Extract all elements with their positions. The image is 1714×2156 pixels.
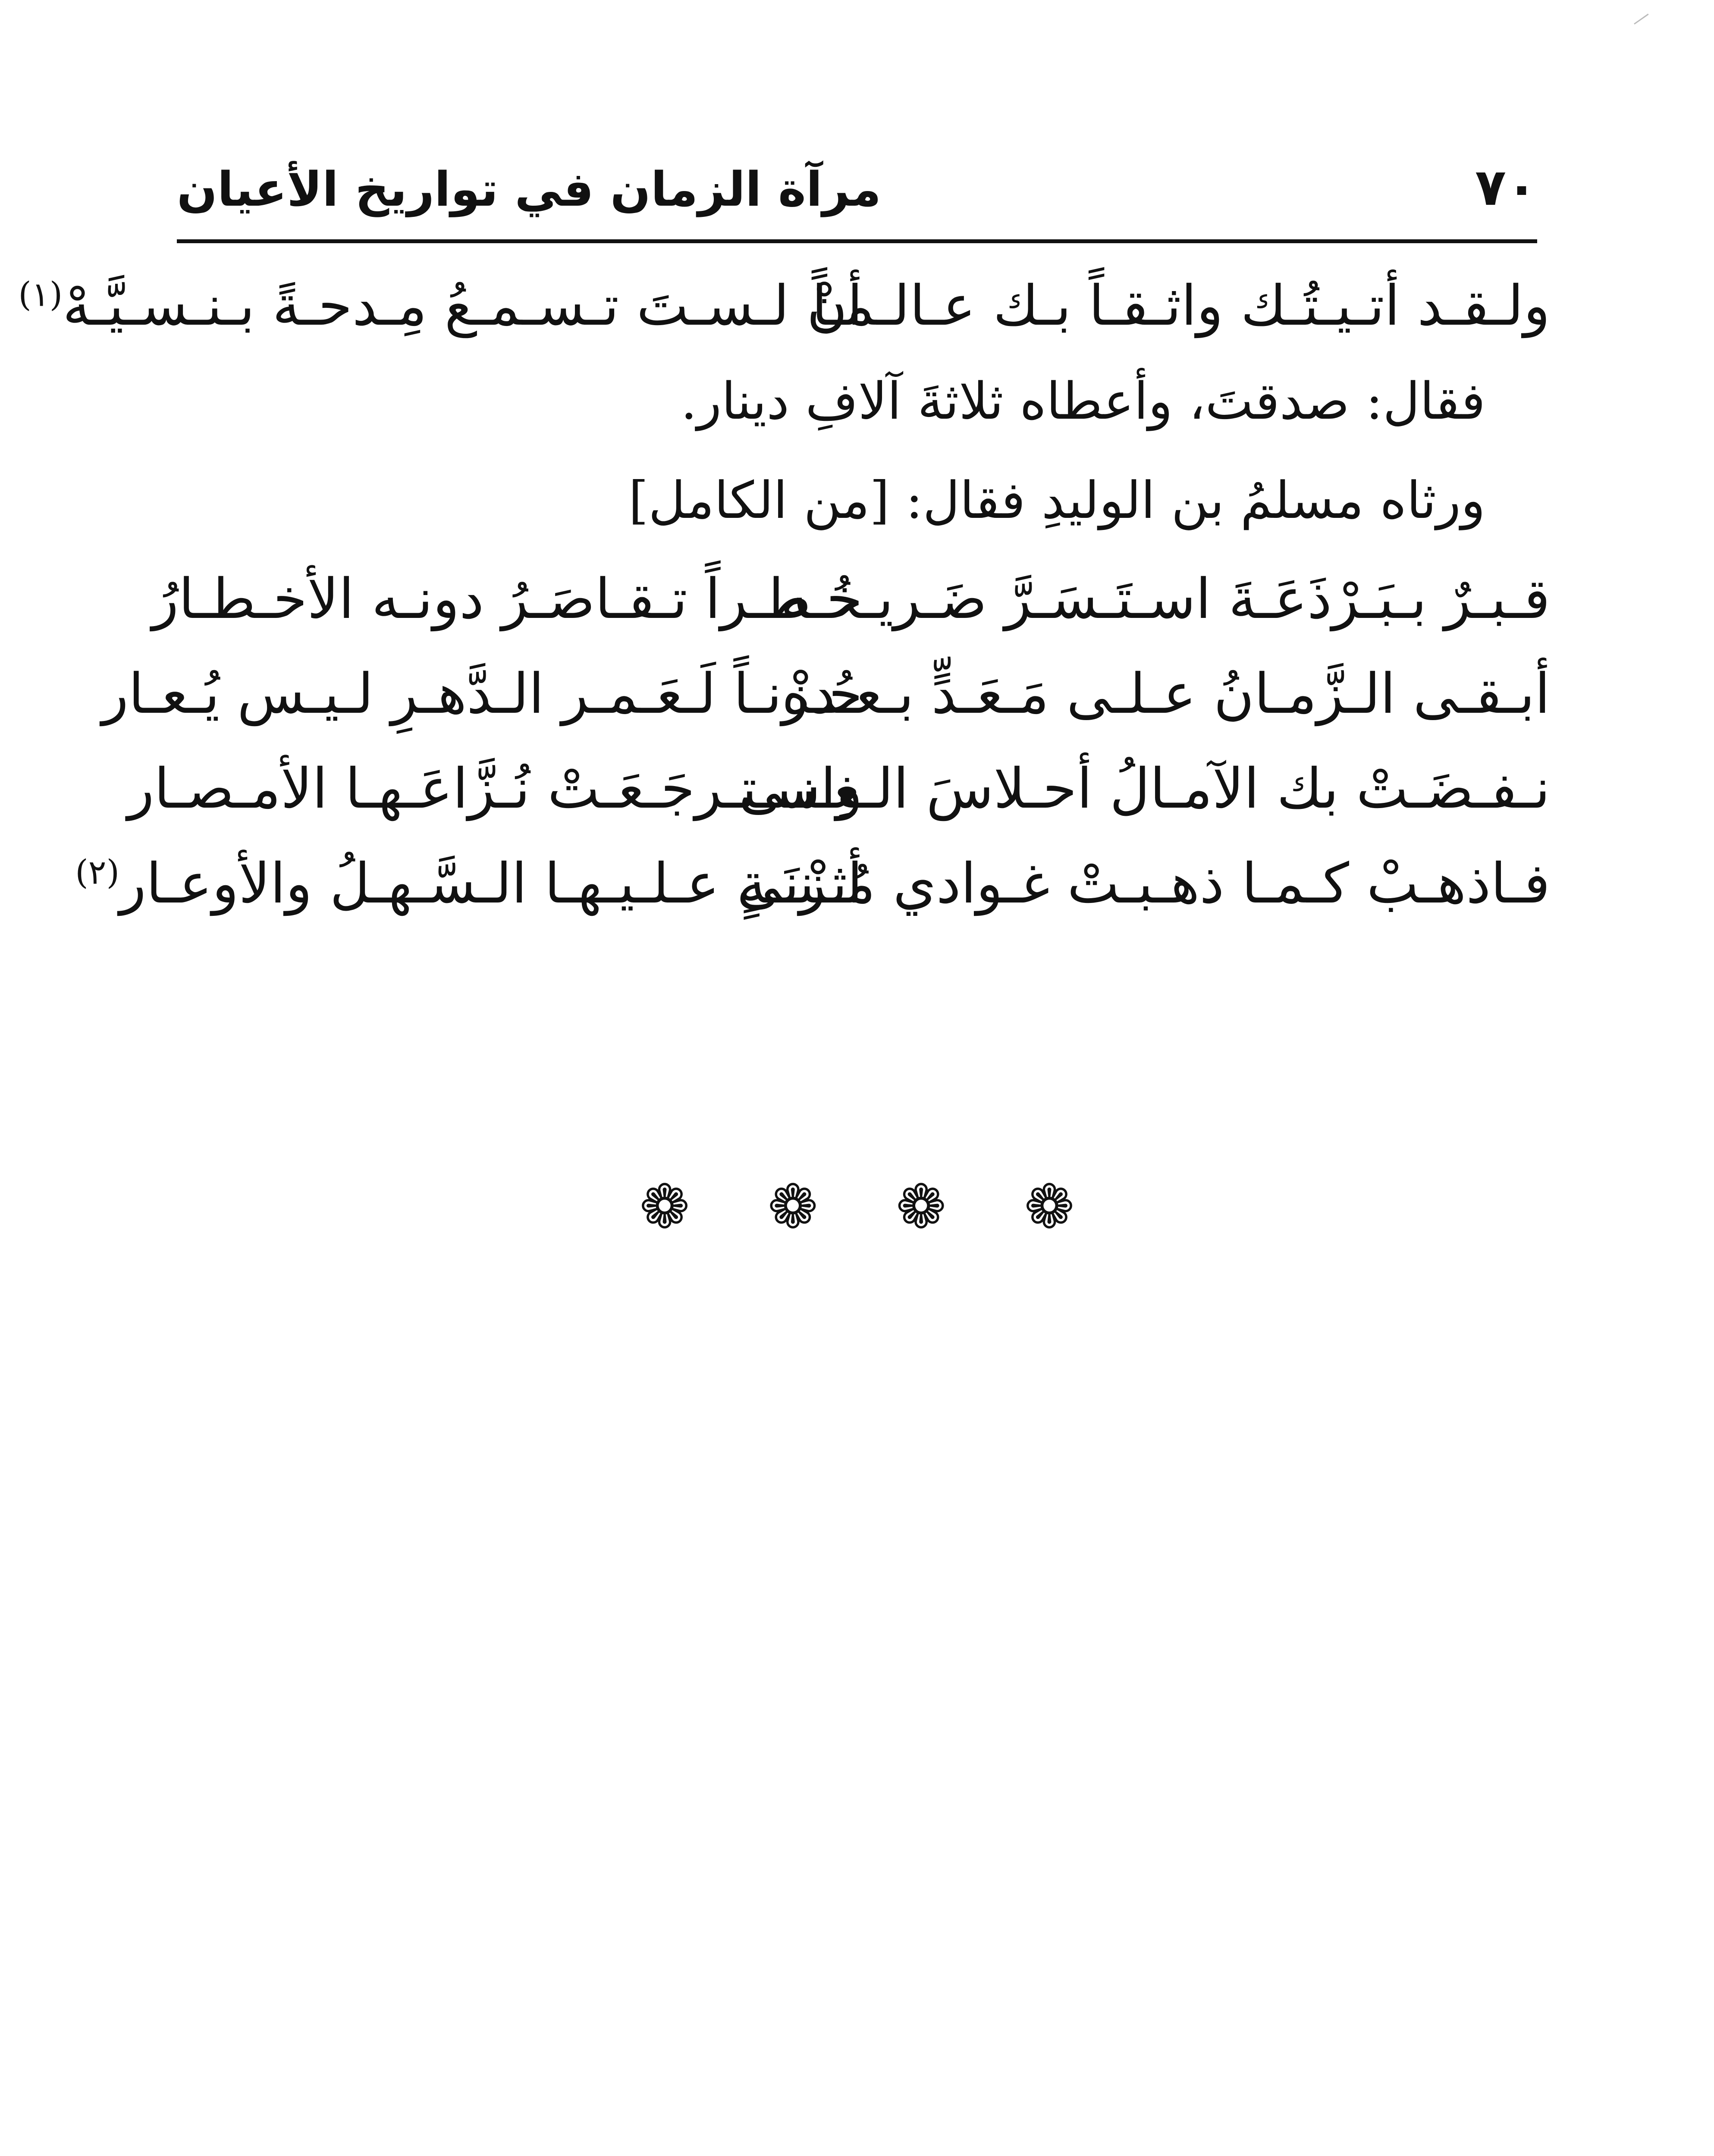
- verse-first-hemistich: أبـقـى الـزَّمـانُ عـلـى مَـعَـدٍّ بـعـده: [782, 662, 1550, 726]
- verse-line: [18, 263, 1550, 358]
- hemistich-text: أنْ لـسـتَ تـسـمـعُ مِـدحـةً بـنـسـيَّـهْ: [63, 274, 863, 338]
- page-header: [177, 153, 1537, 243]
- verse-second-hemistich: واسـتـرجَـعَـتْ نُـزَّاعَـهـا الأمـصـار: [127, 757, 863, 821]
- section-divider: [0, 1164, 1714, 1250]
- scan-mark: [1634, 14, 1656, 35]
- main-text: [18, 263, 1550, 936]
- verse-second-hemistich: خـطـراً تـقـاصَـرُ دونـه الأخـطـارُ: [152, 567, 863, 631]
- verse-first-hemistich: ولـقـد أتـيـتُـك واثـقـاً بـك عـالـمـاً: [812, 274, 1550, 338]
- verse-first-hemistich: فـاذهـبْ كـمـا ذهـبـتْ غـوادي مُـزْنَـةٍ: [738, 852, 1550, 916]
- hemistich-text: أثـنـى عـلـيـهـا الـسَّـهـلُ والأوعـار: [119, 852, 863, 916]
- prose-line: ورثاه مسلمُ بن الوليدِ فقال: [من الكامل]: [628, 470, 1485, 530]
- flower-ornament-icon: ❁: [767, 1172, 818, 1242]
- verse-line: [152, 556, 1550, 651]
- verse-line: [75, 841, 1550, 936]
- verse-second-hemistich: حُـزْنـاً لَـعَـمـر الـدَّهـرِ لـيـس يُـعـار: [102, 662, 863, 726]
- flower-ornament-icon: ❁: [896, 1172, 947, 1242]
- footnote-ref[interactable]: (٢): [75, 853, 119, 892]
- verse-second-hemistich: [75, 841, 863, 927]
- verse-second-hemistich: [18, 263, 863, 349]
- verse-first-hemistich: نـفـضَـتْ بك الآمـالُ أحـلاسَ الـغِـنـى: [738, 757, 1550, 821]
- verse-line: [127, 746, 1550, 841]
- flower-ornament-icon: ❁: [1024, 1172, 1075, 1242]
- page-number: ٧٠: [1475, 157, 1537, 217]
- flower-ornament-icon: ❁: [639, 1172, 690, 1242]
- verse-first-hemistich: قـبـرٌ بـبَـرْذَعَـةَ اسـتَـسَـرَّ ضَـريـحُـه: [780, 567, 1550, 631]
- verse-line: [102, 651, 1550, 746]
- footnote-ref[interactable]: (١): [18, 275, 63, 314]
- running-title: مرآة الزمان في تواريخ الأعيان: [177, 162, 882, 217]
- prose-line: فقال: صدقتَ، وأعطاه ثلاثةَ آلافِ دينار.: [681, 371, 1485, 431]
